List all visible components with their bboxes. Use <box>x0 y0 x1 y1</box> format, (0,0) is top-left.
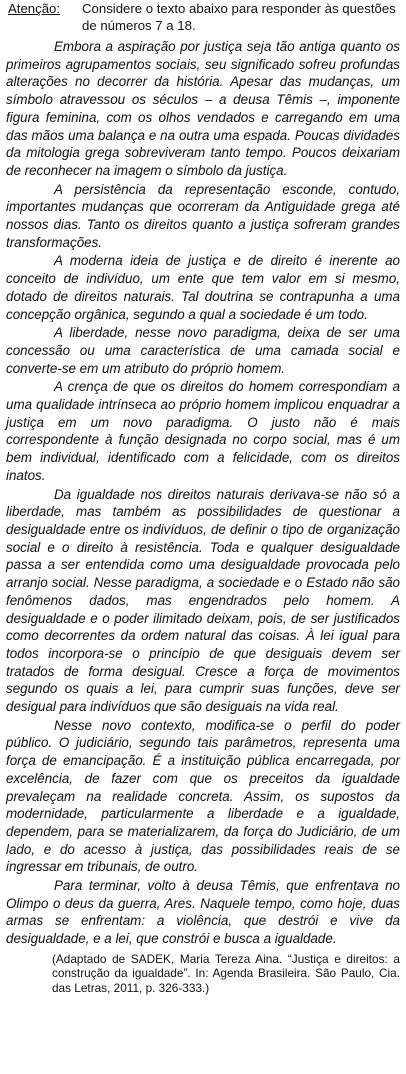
source-citation: (Adaptado de SADEK, Maria Tereza Aina. “Justiça e direitos: a construção da igualdade”. In: Agenda Brasileira. São Paulo, Cia. das Letras, 2011, p. 326-333.) <box>52 951 400 996</box>
instruction-header <box>6 0 400 38</box>
attention-label: Atenção: <box>8 1 61 16</box>
paragraph-5: A crença de que os direitos do homem correspondiam a uma qualidade intrínseca ao próprio homem implicou enquadrar a justiça em um novo paradigma. O justo não é mais correspondente à função designada no corpo social, mas é um bem individual, identificado com a felicidade, com os direitos inatos. <box>6 379 400 483</box>
instruction-text: Considere o texto abaixo para responder às questões de números 7 a 18. <box>82 1 396 33</box>
paragraph-1: Embora a aspiração por justiça seja tão antiga quanto os primeiros agrupamentos sociais, seu significado sofreu profundas alterações no decorrer da história. Apesar das mudanças, um símbolo atravessou os séculos – a deusa Têmis –, imponente figura feminina, com os olhos vendados e carregando em uma das mãos uma balança e na outra uma espada. Poucas dividades da mitologia grega sobreviveram tanto tempo. Poucos deixariam de reconhecer na imagem o símbolo da justiça. <box>6 39 400 178</box>
paragraph-3: A moderna ideia de justiça e de direito é inerente ao conceito de indivíduo, um ente que tem valor em si mesmo, dotado de direitos naturais. Tal doutrina se contrapunha a uma concepção orgânica, segundo a qual a sociedade é um todo. <box>6 253 400 322</box>
paragraph-7: Nesse novo contexto, modifica-se o perfil do poder público. O judiciário, segundo tais parâmetros, representa uma força de emancipação. É a instituição pública encarregada, por excelência, de fazer com que os preceitos da igualdade prevaleçam na realidade concreta. Assim, os supostos da modernidade, particularmente a liberdade e a igualdade, dependem, para se materializarem, da força do Judiciário, de um lado, e do acesso à justiça, das possibilidades reais de se ingressar em tribunais, de outro. <box>6 717 400 875</box>
passage-body <box>6 38 400 948</box>
paragraph-8: Para terminar, volto à deusa Têmis, que enfrentava no Olimpo o deus da guerra, Ares. Naquele tempo, como hoje, duas armas se enfrentam: a violência, que destrói e vive da desigualdade, e a lei, que constrói e busca a igualdade. <box>6 878 400 947</box>
paragraph-2: A persistência da representação esconde, contudo, importantes mudanças que ocorreram da Antiguidade grega até nossos dias. Tanto os direitos quanto a justiça sofreram grandes transformações. <box>6 181 400 250</box>
paragraph-6: Da igualdade nos direitos naturais derivava-se não só a liberdade, mas também as possibilidades de questionar a desigualdade entre os indivíduos, de definir o tipo de organização social e o direito à resistência. Toda e qualquer desigualdade passa a ser entendida como uma desigualdade provocada pelo arranjo social. Nesse paradigma, a sociedade e o Estado não são fenômenos dados, mas engendrados pelo homem. A desigualdade e o poder ilimitado deixam, pois, de ser justificados como decorrentes da ordem natural das coisas. À lei igual para todos incorpora-se o princípio de que desiguais devem ser tratados de forma desigual. Cresce a força de movimentos segundo os quais a lei, para cumprir suas funções, deve ser desigual para indivíduos que são desiguais na vida real. <box>6 486 400 715</box>
paragraph-4: A liberdade, nesse novo paradigma, deixa de ser uma concessão ou uma característica de uma camada social e converte-se em um atributo do próprio homem. <box>6 325 400 376</box>
